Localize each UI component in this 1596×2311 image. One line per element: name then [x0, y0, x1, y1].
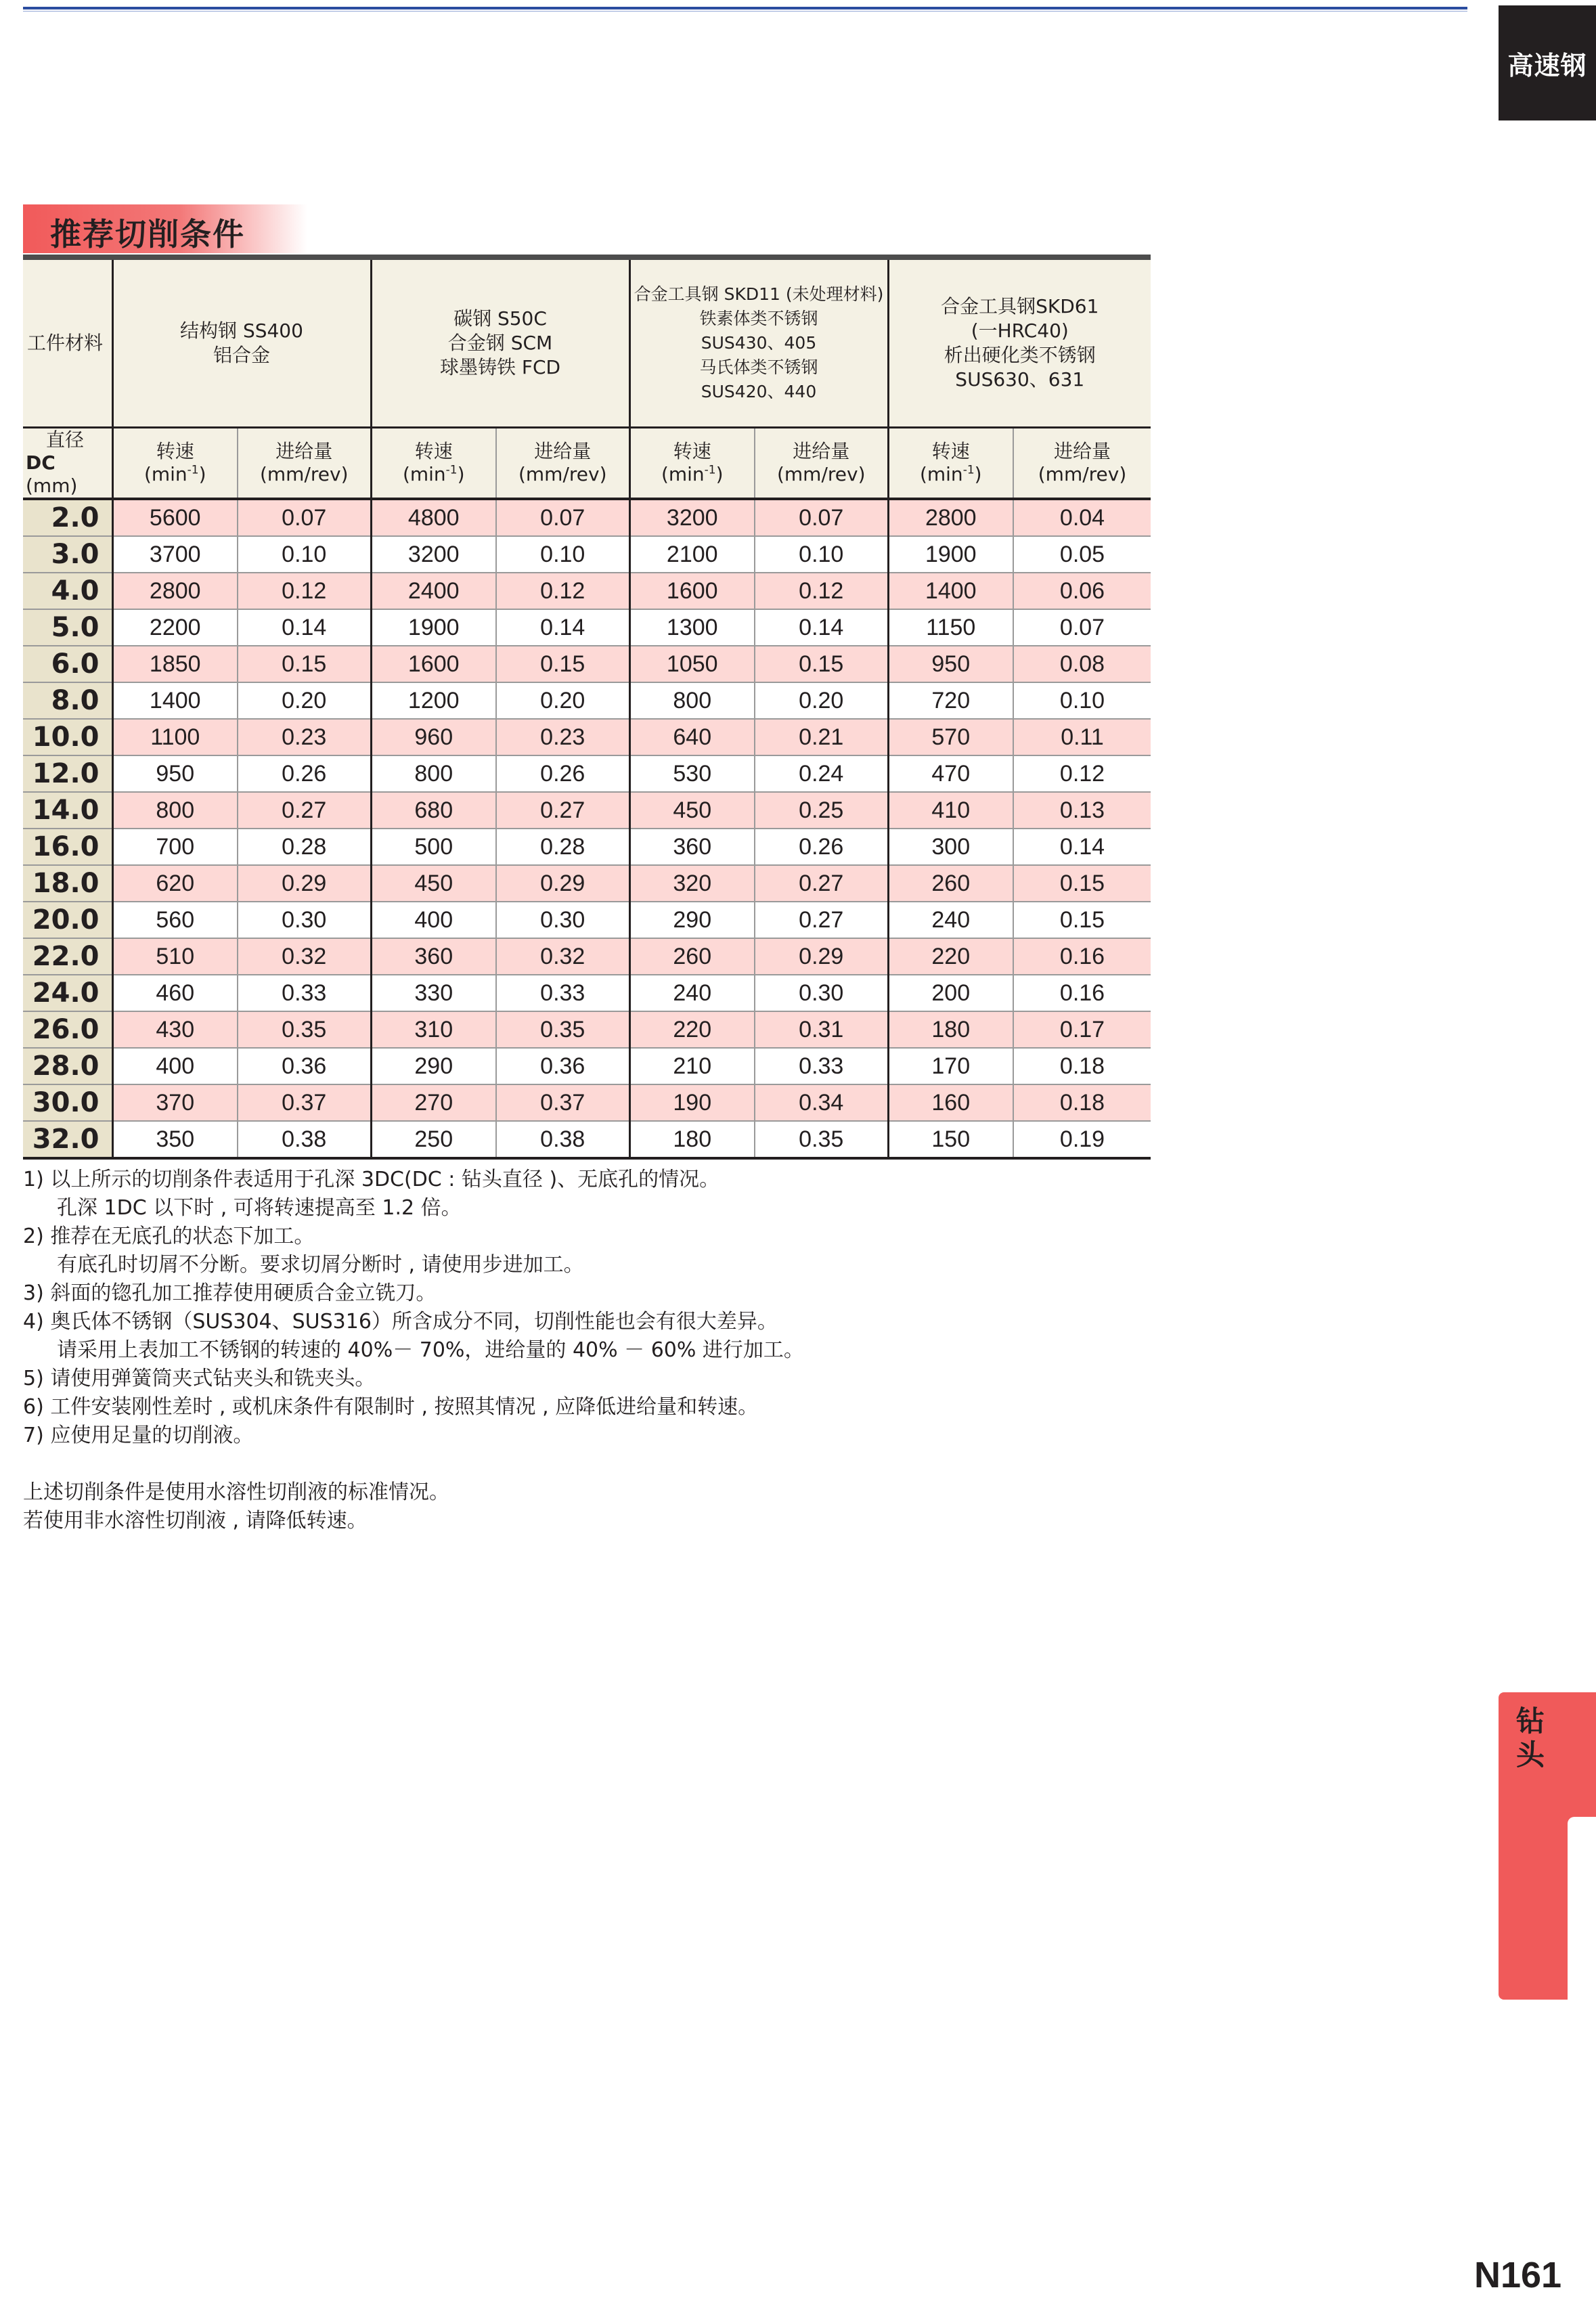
- speed-cell: 290: [371, 1048, 496, 1084]
- speed-cell: 260: [888, 865, 1013, 902]
- material-group-3: 合金工具钢 SKD11 (未处理材料) 铁素体类不锈钢 SUS430、405 马氏体类不锈钢 SUS420、440: [629, 257, 888, 428]
- feed-cell: 0.12: [496, 573, 629, 609]
- feed-cell: 0.35: [496, 1011, 629, 1048]
- speed-cell: 430: [112, 1011, 238, 1048]
- speed-cell: 310: [371, 1011, 496, 1048]
- table-row: [23, 609, 1151, 646]
- feed-cell: 0.07: [755, 499, 888, 536]
- table-row: [23, 865, 1151, 902]
- speed-cell: 1100: [112, 719, 238, 755]
- speed-cell: 1200: [371, 682, 496, 719]
- speed-cell: 200: [888, 975, 1013, 1011]
- feed-cell: 0.26: [238, 755, 371, 792]
- speed-header: 转速 $(\min^{-1})$: [888, 428, 1013, 500]
- diameter-cell: 30.0: [23, 1084, 112, 1121]
- feed-cell: 0.27: [238, 792, 371, 829]
- speed-header: 转速 $(\min^{-1})$: [371, 428, 496, 500]
- table-row: [23, 829, 1151, 865]
- note-line: 6) 工件安装刚性差时 , 或机床条件有限制时 , 按照其情况 , 应降低进给量和转速。: [23, 1395, 759, 1419]
- speed-cell: 1150: [888, 609, 1013, 646]
- feed-cell: 0.30: [238, 902, 371, 938]
- feed-cell: 0.10: [238, 536, 371, 573]
- table-row: [23, 536, 1151, 573]
- feed-cell: 0.38: [496, 1121, 629, 1158]
- feed-cell: 0.20: [238, 682, 371, 719]
- speed-cell: 5600: [112, 499, 238, 536]
- speed-cell: 360: [629, 829, 755, 865]
- speed-cell: 620: [112, 865, 238, 902]
- diameter-cell: 6.0: [23, 646, 112, 682]
- speed-cell: 530: [629, 755, 755, 792]
- feed-cell: 0.29: [496, 865, 629, 902]
- top-rule: [23, 7, 1467, 9]
- speed-cell: 2400: [371, 573, 496, 609]
- feed-cell: 0.18: [1013, 1048, 1151, 1084]
- speed-cell: 370: [112, 1084, 238, 1121]
- speed-cell: 460: [112, 975, 238, 1011]
- feed-cell: 0.37: [238, 1084, 371, 1121]
- feed-cell: 0.31: [755, 1011, 888, 1048]
- speed-cell: 400: [371, 902, 496, 938]
- table-row: [23, 646, 1151, 682]
- feed-header: 进给量 (mm/rev): [1013, 428, 1151, 500]
- section-title: 推荐切削条件: [50, 216, 245, 252]
- speed-cell: 1600: [629, 573, 755, 609]
- material-header-row: [23, 257, 1151, 428]
- feed-cell: 0.32: [496, 938, 629, 975]
- speed-cell: 500: [371, 829, 496, 865]
- speed-cell: 180: [629, 1121, 755, 1158]
- feed-cell: 0.35: [238, 1011, 371, 1048]
- speed-cell: 410: [888, 792, 1013, 829]
- speed-cell: 150: [888, 1121, 1013, 1158]
- table-row: [23, 755, 1151, 792]
- material-group-1: 结构钢 SS400 铝合金: [112, 257, 371, 428]
- speed-cell: 640: [629, 719, 755, 755]
- feed-cell: 0.12: [238, 573, 371, 609]
- feed-header: 进给量 (mm/rev): [755, 428, 888, 500]
- table-row: [23, 1048, 1151, 1084]
- feed-cell: 0.10: [755, 536, 888, 573]
- speed-cell: 300: [888, 829, 1013, 865]
- material-group-2: 碳钢 S50C 合金钢 SCM 球墨铸铁 FCD: [371, 257, 629, 428]
- table-row: [23, 573, 1151, 609]
- speed-cell: 190: [629, 1084, 755, 1121]
- table-row: [23, 938, 1151, 975]
- diameter-cell: 3.0: [23, 536, 112, 573]
- speed-cell: 1850: [112, 646, 238, 682]
- feed-cell: 0.32: [238, 938, 371, 975]
- speed-cell: 160: [888, 1084, 1013, 1121]
- feed-cell: 0.29: [238, 865, 371, 902]
- speed-cell: 1400: [112, 682, 238, 719]
- feed-cell: 0.33: [496, 975, 629, 1011]
- speed-cell: 3200: [629, 499, 755, 536]
- table-row: [23, 499, 1151, 536]
- diameter-cell: 18.0: [23, 865, 112, 902]
- feed-cell: 0.36: [238, 1048, 371, 1084]
- feed-cell: 0.11: [1013, 719, 1151, 755]
- speed-cell: 360: [371, 938, 496, 975]
- diameter-cell: 8.0: [23, 682, 112, 719]
- speed-cell: 2200: [112, 609, 238, 646]
- feed-cell: 0.23: [238, 719, 371, 755]
- note-line: 3) 斜面的锪孔加工推荐使用硬质合金立铣刀。: [23, 1281, 437, 1305]
- feed-cell: 0.16: [1013, 938, 1151, 975]
- feed-cell: 0.15: [755, 646, 888, 682]
- feed-cell: 0.27: [755, 865, 888, 902]
- feed-cell: 0.06: [1013, 573, 1151, 609]
- speed-cell: 240: [629, 975, 755, 1011]
- speed-header: 转速 $(\min^{-1})$: [629, 428, 755, 500]
- diameter-cell: 5.0: [23, 609, 112, 646]
- note-line: 4) 奥氏体不锈钢（SUS304、SUS316）所含成分不同，切削性能也会有很大差异。: [23, 1310, 778, 1334]
- speed-cell: 960: [371, 719, 496, 755]
- feed-cell: 0.21: [755, 719, 888, 755]
- note-line: 请采用上表加工不锈钢的转速的 40%－ 70%，进给量的 40% － 60% 进行加工。: [57, 1338, 804, 1362]
- feed-cell: 0.23: [496, 719, 629, 755]
- feed-cell: 0.05: [1013, 536, 1151, 573]
- speed-cell: 2800: [112, 573, 238, 609]
- speed-cell: 4800: [371, 499, 496, 536]
- feed-cell: 0.24: [755, 755, 888, 792]
- feed-cell: 0.30: [496, 902, 629, 938]
- unit-header-row: [23, 428, 1151, 500]
- feed-cell: 0.12: [755, 573, 888, 609]
- speed-cell: 570: [888, 719, 1013, 755]
- speed-cell: 180: [888, 1011, 1013, 1048]
- feed-cell: 0.34: [755, 1084, 888, 1121]
- material-group-4: 合金工具钢SKD61 (一HRC40) 析出硬化类不锈钢 SUS630、631: [888, 257, 1151, 428]
- speed-cell: 3200: [371, 536, 496, 573]
- speed-cell: 800: [629, 682, 755, 719]
- feed-cell: 0.14: [496, 609, 629, 646]
- speed-cell: 270: [371, 1084, 496, 1121]
- speed-cell: 260: [629, 938, 755, 975]
- feed-cell: 0.19: [1013, 1121, 1151, 1158]
- feed-cell: 0.17: [1013, 1011, 1151, 1048]
- speed-cell: 1600: [371, 646, 496, 682]
- feed-cell: 0.13: [1013, 792, 1151, 829]
- speed-cell: 950: [112, 755, 238, 792]
- feed-cell: 0.12: [1013, 755, 1151, 792]
- speed-cell: 800: [371, 755, 496, 792]
- feed-cell: 0.28: [496, 829, 629, 865]
- table-row: [23, 792, 1151, 829]
- table-row: [23, 1011, 1151, 1048]
- feed-cell: 0.10: [496, 536, 629, 573]
- diameter-cell: 22.0: [23, 938, 112, 975]
- speed-cell: 470: [888, 755, 1013, 792]
- feed-cell: 0.14: [1013, 829, 1151, 865]
- diameter-cell: 4.0: [23, 573, 112, 609]
- feed-cell: 0.14: [238, 609, 371, 646]
- feed-cell: 0.33: [238, 975, 371, 1011]
- feed-cell: 0.27: [755, 902, 888, 938]
- speed-cell: 2100: [629, 536, 755, 573]
- speed-cell: 210: [629, 1048, 755, 1084]
- table-row: [23, 1121, 1151, 1158]
- cutting-conditions-table: [23, 255, 1151, 1160]
- feed-cell: 0.28: [238, 829, 371, 865]
- feed-header: 进给量 (mm/rev): [496, 428, 629, 500]
- speed-cell: 680: [371, 792, 496, 829]
- table-row: [23, 902, 1151, 938]
- feed-cell: 0.25: [755, 792, 888, 829]
- speed-cell: 400: [112, 1048, 238, 1084]
- note-line: 7) 应使用足量的切削液。: [23, 1424, 254, 1447]
- feed-cell: 0.10: [1013, 682, 1151, 719]
- notes-spacer: [23, 1450, 1241, 1478]
- feed-cell: 0.27: [496, 792, 629, 829]
- feed-cell: 0.33: [755, 1048, 888, 1084]
- speed-cell: 250: [371, 1121, 496, 1158]
- feed-cell: 0.08: [1013, 646, 1151, 682]
- feed-cell: 0.26: [496, 755, 629, 792]
- speed-cell: 800: [112, 792, 238, 829]
- footer-note-line: 若使用非水溶性切削液 , 请降低转速。: [23, 1509, 368, 1533]
- table-body: [23, 499, 1151, 1158]
- speed-cell: 1900: [888, 536, 1013, 573]
- drill-side-tab-label: 钻 头: [1515, 1704, 1545, 1771]
- diameter-cell: 24.0: [23, 975, 112, 1011]
- feed-cell: 0.37: [496, 1084, 629, 1121]
- speed-cell: 450: [629, 792, 755, 829]
- feed-cell: 0.07: [496, 499, 629, 536]
- feed-cell: 0.15: [1013, 902, 1151, 938]
- speed-cell: 220: [629, 1011, 755, 1048]
- feed-cell: 0.36: [496, 1048, 629, 1084]
- feed-cell: 0.35: [755, 1121, 888, 1158]
- speed-cell: 1400: [888, 573, 1013, 609]
- diameter-cell: 2.0: [23, 499, 112, 536]
- feed-cell: 0.15: [1013, 865, 1151, 902]
- feed-cell: 0.07: [238, 499, 371, 536]
- speed-cell: 700: [112, 829, 238, 865]
- diameter-cell: 16.0: [23, 829, 112, 865]
- speed-header: 转速 $(\min^{-1})$: [112, 428, 238, 500]
- feed-cell: 0.20: [755, 682, 888, 719]
- feed-header: 进给量 (mm/rev): [238, 428, 371, 500]
- speed-cell: 2800: [888, 499, 1013, 536]
- feed-cell: 0.20: [496, 682, 629, 719]
- feed-cell: 0.30: [755, 975, 888, 1011]
- speed-cell: 1900: [371, 609, 496, 646]
- speed-cell: 560: [112, 902, 238, 938]
- diameter-cell: 20.0: [23, 902, 112, 938]
- speed-cell: 290: [629, 902, 755, 938]
- table-row: [23, 975, 1151, 1011]
- feed-cell: 0.26: [755, 829, 888, 865]
- note-line: 1) 以上所示的切削条件表适用于孔深 3DC(DC : 钻头直径 )、无底孔的情况。: [23, 1168, 720, 1191]
- feed-cell: 0.15: [496, 646, 629, 682]
- section-title-bar: [23, 204, 307, 253]
- speed-cell: 330: [371, 975, 496, 1011]
- diameter-cell: 28.0: [23, 1048, 112, 1084]
- dc-header: 直径 DC (mm): [23, 428, 112, 500]
- speed-cell: 1300: [629, 609, 755, 646]
- speed-cell: 510: [112, 938, 238, 975]
- category-tab[interactable]: 高速钢: [1499, 5, 1596, 120]
- table-row: [23, 1084, 1151, 1121]
- material-label: 工件材料: [23, 257, 112, 428]
- feed-cell: 0.14: [755, 609, 888, 646]
- speed-cell: 720: [888, 682, 1013, 719]
- diameter-cell: 26.0: [23, 1011, 112, 1048]
- speed-cell: 450: [371, 865, 496, 902]
- footer-note-line: 上述切削条件是使用水溶性切削液的标准情况。: [23, 1480, 449, 1504]
- feed-cell: 0.15: [238, 646, 371, 682]
- speed-cell: 170: [888, 1048, 1013, 1084]
- table-row: [23, 682, 1151, 719]
- side-tab-notch: [1568, 1817, 1596, 2000]
- feed-cell: 0.04: [1013, 499, 1151, 536]
- speed-cell: 350: [112, 1121, 238, 1158]
- speed-cell: 240: [888, 902, 1013, 938]
- diameter-cell: 10.0: [23, 719, 112, 755]
- speed-cell: 1050: [629, 646, 755, 682]
- note-line: 5) 请使用弹簧筒夹式钻夹头和铣夹头。: [23, 1367, 376, 1390]
- speed-cell: 220: [888, 938, 1013, 975]
- speed-cell: 3700: [112, 536, 238, 573]
- feed-cell: 0.07: [1013, 609, 1151, 646]
- diameter-cell: 14.0: [23, 792, 112, 829]
- top-rule-thin: [23, 11, 1467, 12]
- speed-cell: 320: [629, 865, 755, 902]
- note-line: 孔深 1DC 以下时 , 可将转速提高至 1.2 倍。: [57, 1196, 462, 1220]
- feed-cell: 0.29: [755, 938, 888, 975]
- speed-cell: 950: [888, 646, 1013, 682]
- table-row: [23, 719, 1151, 755]
- feed-cell: 0.18: [1013, 1084, 1151, 1121]
- diameter-cell: 32.0: [23, 1121, 112, 1158]
- note-line: 2) 推荐在无底孔的状态下加工。: [23, 1225, 315, 1248]
- diameter-cell: 12.0: [23, 755, 112, 792]
- feed-cell: 0.16: [1013, 975, 1151, 1011]
- notes: [23, 1166, 1241, 1535]
- feed-cell: 0.38: [238, 1121, 371, 1158]
- note-line: 有底孔时切屑不分断。要求切屑分断时 , 请使用步进加工。: [57, 1253, 584, 1277]
- page-number: N161: [1474, 2255, 1562, 2295]
